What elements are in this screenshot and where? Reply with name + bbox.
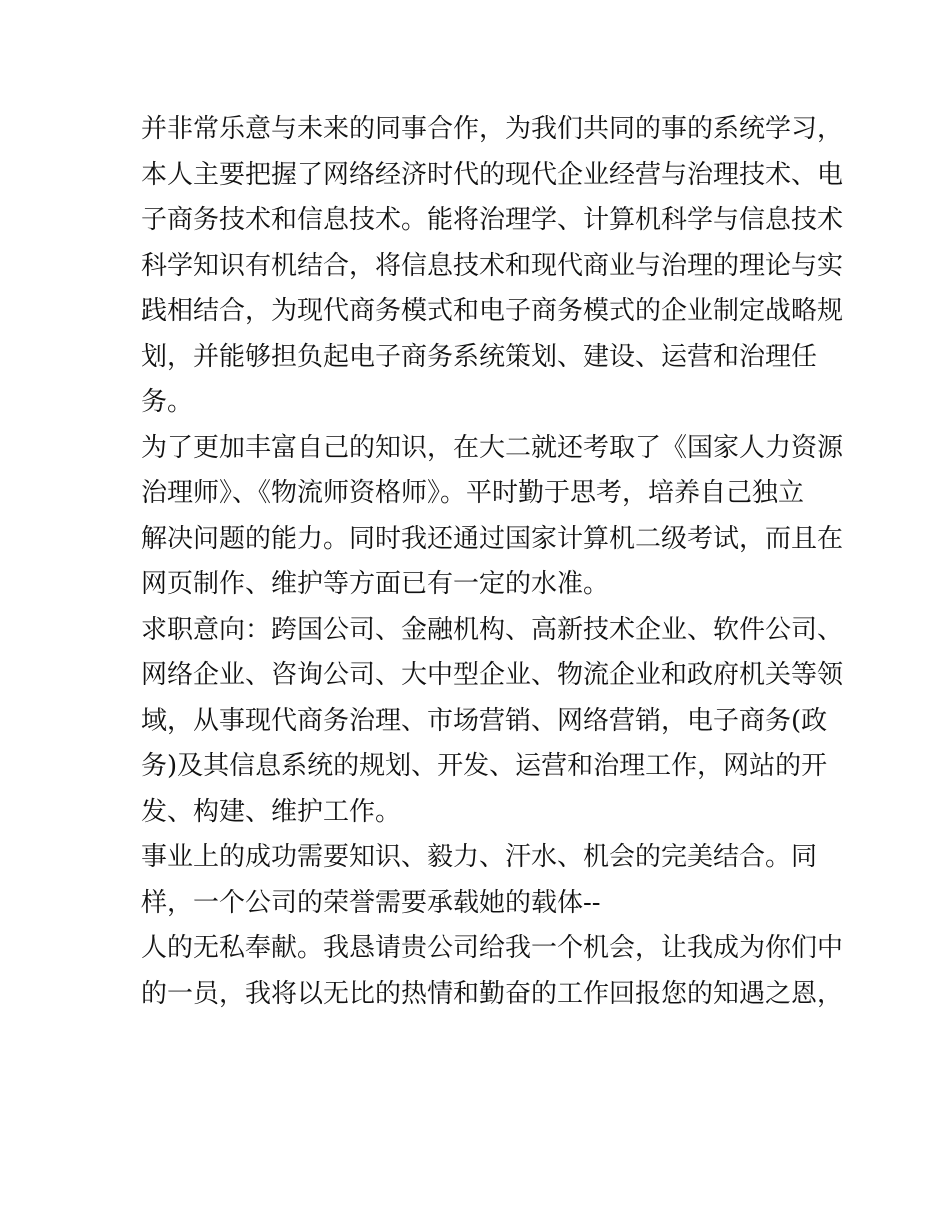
- text-line: 求职意向：跨国公司、金融机构、高新技术企业、软件公司、: [141, 614, 844, 645]
- text-line: 并非常乐意与未来的同事合作，为我们共同的事的系统学习，: [141, 114, 844, 144]
- text-line: 的一员，我将以无比的热情和勤奋的工作回报您的知遇之恩，: [141, 978, 844, 1009]
- document-body: [141, 107, 844, 1017]
- text-line: 科学知识有机结合，将信息技术和现代商业与治理的理论与实: [141, 250, 844, 281]
- text-line: 发、构建、维护工作。: [141, 796, 402, 827]
- text-line: 本人主要把握了网络经济时代的现代企业经营与治理技术、电: [141, 159, 844, 190]
- text-line: 务。: [141, 387, 194, 417]
- text-line: 治理师》、《物流师资格师》。平时勤于思考，培养自己独立: [141, 478, 805, 508]
- text-line: 样，一个公司的荣誉需要承载她的载体--: [141, 887, 601, 918]
- text-line: 域，从事现代商务治理、市场营销、网络营销，电子商务(政: [141, 705, 828, 736]
- text-line: 网页制作、维护等方面已有一定的水准。: [141, 569, 610, 599]
- text-line: 划，并能够担负起电子商务系统策划、建设、运营和治理任: [141, 341, 818, 372]
- text-line: 事业上的成功需要知识、毅力、汗水、机会的完美结合。同: [141, 842, 818, 872]
- text-line: 为了更加丰富自己的知识，在大二就还考取了《国家人力资源: [141, 432, 844, 463]
- text-line: 网络企业、咨询公司、大中型企业、物流企业和政府机关等领: [141, 660, 844, 690]
- text-line: 务)及其信息系统的规划、开发、运营和治理工作，网站的开: [141, 751, 828, 781]
- text-line: 人的无私奉献。我恳请贵公司给我一个机会，让我成为你们中: [141, 933, 844, 963]
- text-line: 子商务技术和信息技术。能将治理学、计算机科学与信息技术: [141, 205, 844, 235]
- text-line: 解决问题的能力。同时我还通过国家计算机二级考试，而且在: [141, 523, 844, 554]
- text-line: 践相结合，为现代商务模式和电子商务模式的企业制定战略规: [141, 296, 844, 326]
